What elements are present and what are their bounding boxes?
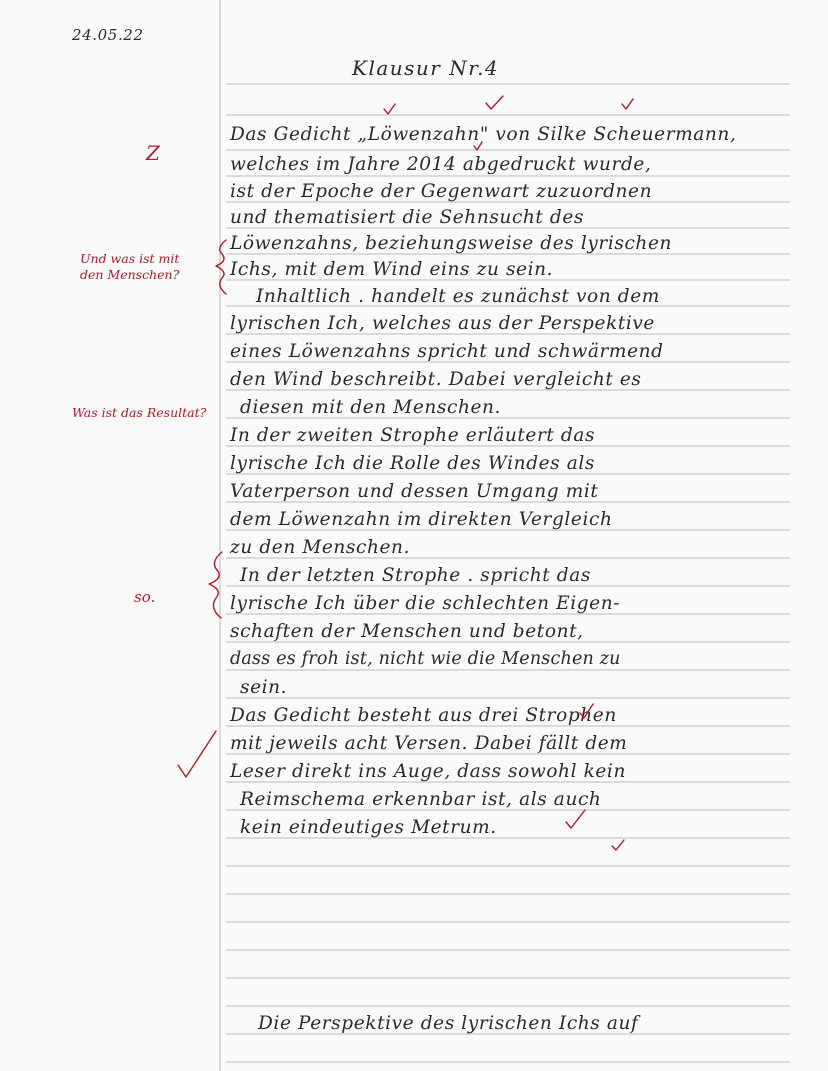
check-icon — [384, 104, 395, 114]
margin-note-menschen-line2: den Menschen? — [80, 267, 180, 282]
text-line: dem Löwenzahn im direkten Vergleich — [230, 509, 613, 530]
margin-note-so: so. — [134, 588, 156, 606]
text-line: Ichs, mit dem Wind eins zu sein. — [230, 259, 554, 280]
text-line: Das Gedicht besteht aus drei Strophen — [230, 705, 617, 726]
check-icon — [178, 731, 216, 777]
text-line: sein. — [240, 677, 288, 698]
text-line: welches im Jahre 2014 abgedruckt wurde, — [230, 154, 652, 175]
text-line: Die Perspektive des lyrischen Ichs auf — [258, 1013, 639, 1034]
check-icon — [612, 840, 624, 850]
text-line: Inhaltlich . handelt es zunächst von dem — [256, 286, 660, 307]
text-line: schaften der Menschen und betont, — [230, 621, 584, 642]
date: 24.05.22 — [72, 26, 144, 44]
text-line: In der zweiten Strophe erläutert das — [230, 425, 596, 446]
text-line: mit jeweils acht Versen. Dabei fällt dem — [230, 733, 628, 754]
text-line: Löwenzahns, beziehungsweise des lyrischen — [230, 233, 673, 254]
check-icon — [486, 96, 503, 109]
text-line: In der letzten Strophe . spricht das — [240, 565, 591, 586]
brace-icon — [216, 240, 226, 294]
margin-note-resultat: Was ist das Resultat? — [72, 405, 207, 420]
text-line: Vaterperson und dessen Umgang mit — [230, 481, 599, 502]
text-line: lyrische Ich die Rolle des Windes als — [230, 453, 596, 474]
check-icon — [622, 99, 633, 109]
text-line: dass es froh ist, nicht wie die Menschen zu — [230, 649, 621, 669]
text-line: Das Gedicht „Löwenzahn" von Silke Scheuermann, — [230, 124, 737, 145]
check-icon — [474, 142, 482, 150]
text-line: ist der Epoche der Gegenwart zuzuordnen — [230, 181, 653, 202]
text-line: diesen mit den Menschen. — [240, 397, 502, 418]
text-line: Leser direkt ins Auge, dass sowohl kein — [230, 761, 626, 782]
text-line: Reimschema erkennbar ist, als auch — [240, 789, 602, 810]
text-line: lyrische Ich über die schlechten Eigen- — [230, 593, 621, 614]
text-line: zu den Menschen. — [230, 537, 411, 558]
text-line: eines Löwenzahns spricht und schwärmend — [230, 341, 664, 362]
check-icon — [566, 810, 585, 828]
text-line: lyrischen Ich, welches aus der Perspektive — [230, 313, 655, 334]
text-line: den Wind beschreibt. Dabei vergleicht es — [230, 369, 642, 390]
check-icon — [580, 704, 593, 718]
margin-mark-z: Z — [146, 141, 160, 165]
page-title: Klausur Nr.4 — [352, 56, 500, 80]
text-line: und thematisiert die Sehnsucht des — [230, 207, 585, 228]
brace-icon — [209, 552, 222, 618]
text-line: kein eindeutiges Metrum. — [240, 817, 497, 838]
margin-note-menschen-line1: Und was ist mit — [80, 251, 180, 266]
